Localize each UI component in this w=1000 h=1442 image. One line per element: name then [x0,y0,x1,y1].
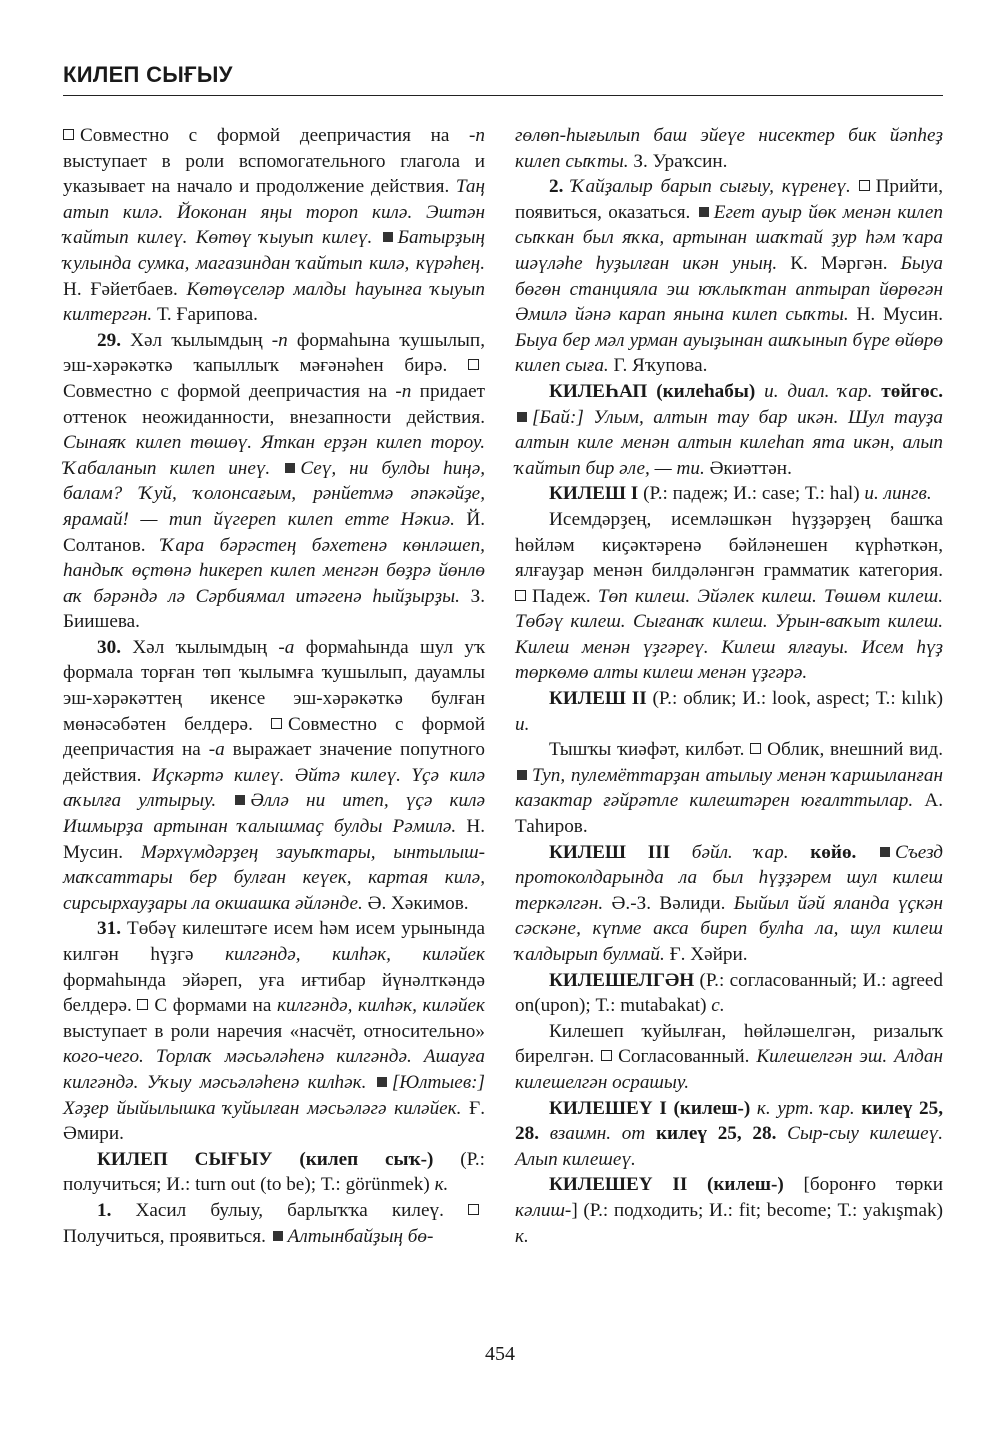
paragraph: гөлөп-һығылып баш эйеүе нисектер бик йәпһеҙ килеп сыҡты. З. Ураҡсин. [515,125,943,172]
entry-headword-paragraph: КИЛЕҺАП (килеһабы) и. диал. ҡар. төйгөс. [Бай:] Улым, алтын тау бар икән. Шул тауҙа алтын киле менән алтын килеһап ята икән, алып ҡайтып бир әле, — ти. Әкиәттән. [515,380,943,479]
entry-headword: КИЛЕШЕҮ I (килеш-) [549,1097,751,1119]
entry-headword-paragraph: КИЛЕШЕЛГӘН (Р.: согласованный; И.: agreed on(upon); Т.: mutabakat) с. [515,969,943,1017]
square-marker-icon [859,180,870,191]
example-marker-icon [699,207,709,217]
square-marker-icon [515,590,526,601]
square-marker-icon [63,129,74,140]
example-marker-icon [377,1077,387,1087]
example-marker-icon [517,412,527,422]
square-marker-icon [468,1204,479,1215]
entry-headword-paragraph: КИЛЕШ II (Р.: облик; И.: look, aspect; Т.: kılık) и. [515,688,943,735]
paragraph: Совместно с формой деепричастия на -п выступает в роли вспомогательного глагола и указывает на начало и продолжение действия. Таң атып килә. Йоконан яңы тороп килә. Эштән ҡайтып килеү. Көтөү ҡыуып килеү. Батырҙың ҡулында сумка, магазиндан ҡайтып килә, күрәһең. Н. Ғәйетбаев. Көтөүселәр малды һауынға ҡыуып килтергән. Т. Ғарипова. [63,125,485,326]
entry-headword: КИЛЕҺАП (килеһабы) [549,380,756,402]
entry-headword: КИЛЕШЕЛГӘН [549,969,695,991]
page-number: 454 [485,1343,515,1365]
entry-headword-paragraph: КИЛЕП СЫҒЫУ (килеп сыҡ-) (Р.: получиться; И.: turn out (to be); Т.: görünmek) к. [63,1148,485,1196]
square-marker-icon [468,359,479,370]
square-marker-icon [137,999,148,1010]
entry-headword: КИЛЕШЕҮ II (килеш-) [549,1174,784,1196]
example-marker-icon [517,770,527,780]
entry-headword-paragraph: КИЛЕШ III бәйл. ҡар. көйө. Съезд протоколдарында ла был һүҙҙәрем шул килеш теркәлгән. Ә.-З. Вәлиди. Быйыл йәй яланда үҫкән сәскәне, күпме акса биреп булһа ла, шул килеш ҡалдырып булмай. Ғ. Хәйри. [515,841,944,965]
entry-headword: КИЛЕШ III [549,841,671,863]
entry-headword: КИЛЕШ II [549,688,647,710]
entry-headword-paragraph: КИЛЕШЕҮ II (килеш-) [боронғо төрки кәлиш-] (Р.: подходить; И.: fit; become; Т.: yakışmak) к. [515,1174,943,1247]
paragraph: Килешеп ҡуйылған, һөйләшелгән, ризалыҡ бирелгән. Согласованный. Килешелгән эш. Алдан килешелгән осрашыу. [515,1020,943,1093]
example-marker-icon [235,795,245,805]
example-marker-icon [383,232,393,242]
paragraph: 30. Хәл ҡылымдың -а формаһында шул уҡ формала торған төп ҡылымға ҡушылып, дауамлы эш-хәрәкәттең икенсе эш-хәрәкәткә булған мөнәсәбәтен белдерә. Совместно с формой деепричастия на -а выражает значение попутного действия. Иҫкәртә килеү. Әйтә килеү. Үҫә килә аҡылға ултырыу. Әллә ни итеп, үҫә килә Ишмырҙа артынан ҡалышмаҫ булды Рәмилә. Н. Мусин. Мәрхүмдәрҙең зауыҡтары, ынтылыш-маҡсаттары бер булған кеүек, картая килә, сирсырхауҙары ла окшашка әйләнде. Ә. Хәкимов. [63,636,486,914]
square-marker-icon [750,743,761,754]
paragraph: Тышҡы ҡиәфәт, килбәт. Облик, внешний вид. Туп, пулемёттарҙан атылыу менән ҡаршыланған казактар ғәйрәтле килештәрен юғалттылар. А. Таһиров. [515,739,943,838]
entry-headword-paragraph: КИЛЕШЕҮ I (килеш-) к. урт. ҡар. килеү 25, 28. взаимн. от килеү 25, 28. Сыр-сыу килешеү. Алып килешеү. [515,1097,944,1170]
example-marker-icon [285,463,295,473]
page-title: КИЛЕП СЫҒЫУ [63,62,233,87]
paragraph: 31. Төбәү килештәге исем һәм исем урынында килгән һүҙгә килгәндә, килһәк, киләйек формаһында эйәреп, уға иғтибар йүнәлткәндә белдерә. С формами на килгәндә, килһәк, киләйек выступает в роли наречия «насчёт, относительно» кого-чего. Торлаҡ мәсьәләһенә килгәндә. Ашауға килгәндә. Уҡыу мәсьәләһенә килһәк. [Юлтыев:] Хәҙер йыйылышка ҡуйылған мәсьәләгә киләйек. Ғ. Әмири. [63,918,486,1145]
left-column [63,123,485,1249]
entry-headword: КИЛЕШ I [549,483,639,505]
entry-headword-paragraph: КИЛЕШ I (Р.: падеж; И.: case; Т.: hal) и. лингв. [549,483,932,505]
example-marker-icon [273,1231,283,1241]
paragraph: 1. Хасил булыу, барлыҡҡа килеү. Получиться, проявиться. Алтынбайҙың бө- [63,1198,485,1249]
square-marker-icon [271,718,282,729]
square-marker-icon [601,1050,612,1061]
entry-headword: КИЛЕП СЫҒЫУ (килеп сыҡ-) [97,1148,434,1170]
header-rule [63,95,943,96]
example-marker-icon [880,847,890,857]
right-column [515,123,943,1249]
paragraph: 2. Ҡайҙалыр барып сығыу, күренеү. Прийти, появиться, оказаться. Егет ауыр йөк менән килеп сыҡкан был яҡка, артынан шаҡтай ҙур һәм ҡара шәүләһе һуҙылған икән уның. К. Мәргән. Быуа бөгөн станцияла эш юҡлыҡтан аптырап йөрөгән Әмилә йәнә карап янына килеп сыҡты. Н. Мусин. Быуа бер мәл урман ауыҙынан ашҡынып бүре өйөрө килеп сыға. Г. Яҡупова. [515,176,944,377]
paragraph: 29. Хәл ҡылымдың -п формаһына ҡушылып, эш-хәрәкәткә ҡапыллыҡ мәғәнәһен бирә. Совместно с формой деепричастия на -п придает оттенок неожиданности, внезапности действия. Сынаяҡ килеп төшөү. Яткан ерҙән килеп тороу. Ҡабаланып килеп инеү. Сеү, ни булды һиңә, балам? Ҡуй, ҡолонсағым, рәнйетмә әпәкәйҙе, ярамай! — тип йүгереп килеп етте Нәкиә. Й. Солтанов. Ҡара бәрәстең бәхетенә көнләшеп, һандыҡ өҫтөнә һикереп килеп менгән бөҙрә йөнлө аҡ бәрәндә лә Сәрбиямал итәгенә һыйҙырҙы. З. Биишева. [63,329,486,633]
paragraph: Исемдәрҙең, исемләшкән һүҙҙәрҙең башҡа һөйләм киҫәктәренә бәйләнешен күрһәткән, ялғауҙар менән билдәләнгән грамматик категория. Падеж. Төп килеш. Эйәлек килеш. Төшөм килеш. Төбәү килеш. Сығанаҡ килеш. Урын-ваҡыт килеш. Килеш менән үҙгәреү. Килеш ялғауы. Исем һүҙ төркөмө алты килеш менән үҙгәрә. [515,508,943,684]
running-header [63,62,943,88]
